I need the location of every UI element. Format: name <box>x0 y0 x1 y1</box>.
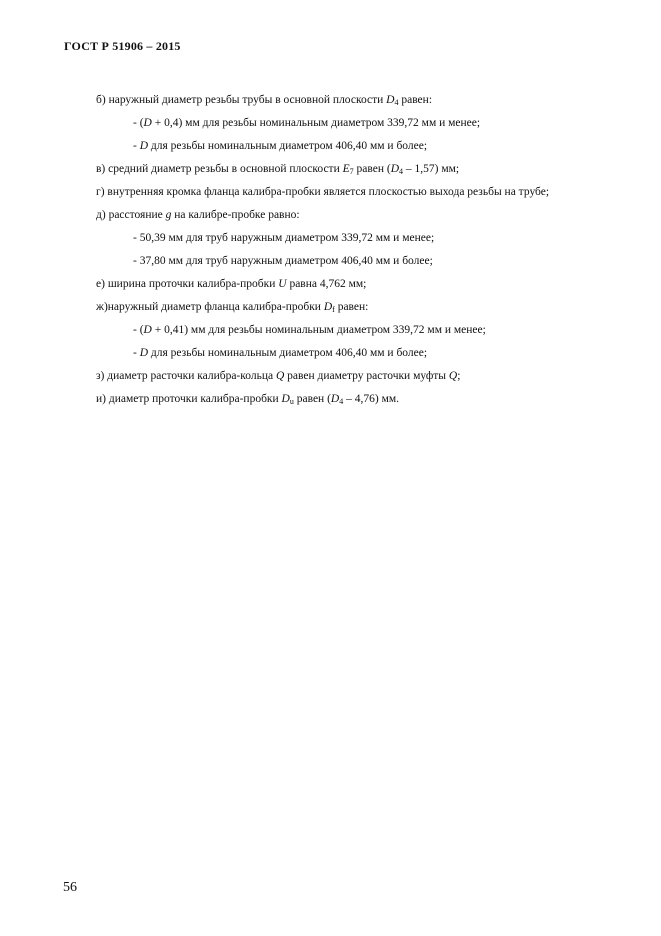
list-item-e: е) ширина проточки калибра-пробки U равна 4,762 мм; <box>96 278 367 290</box>
sub-item-b2: - D для резьбы номинальным диаметром 406,40 мм и более; <box>133 140 428 152</box>
page-number: 56 <box>63 880 77 895</box>
list-item-z: з) диаметр расточки калибра-кольца Q равен диаметру расточки муфты Q; <box>96 370 461 382</box>
sub-item-b1: - (D + 0,4) мм для резьбы номинальным диаметром 339,72 мм и менее; <box>133 117 481 129</box>
list-item-d: д) расстояние g на калибре-пробке равно: <box>96 209 300 221</box>
sub-item-zh1: - (D + 0,41) мм для резьбы номинальным диаметром 339,72 мм и менее; <box>133 324 486 336</box>
list-item-g: г) внутренняя кромка фланца калибра-пробки является плоскостью выхода резьбы на трубе; <box>96 186 550 198</box>
sub-item-zh2: - D для резьбы номинальным диаметром 406,40 мм и более; <box>133 347 428 359</box>
list-item-i: и) диаметр проточки калибра-пробки $D_u$ равен $(D_4 - 4,76)$ мм. <box>96 393 399 406</box>
document-header: ГОСТ Р 51906 – 2015 <box>64 39 181 53</box>
list-item-b: б) наружный диаметр резьбы трубы в основной плоскости $D_4$ равен: <box>96 94 433 107</box>
list-item-v: в) средний диаметр резьбы в основной плоскости $E_7$ равен $(D_4 - 1,57)$ мм; <box>96 163 460 176</box>
sub-item-d2: - 37,80 мм для труб наружным диаметром 406,40 мм и более; <box>133 255 433 267</box>
list-item-zh: ж)наружный диаметр фланца калибра-пробки $D_f$ равен: <box>96 301 369 314</box>
sub-item-d1: - 50,39 мм для труб наружным диаметром 339,72 мм и менее; <box>133 232 435 244</box>
